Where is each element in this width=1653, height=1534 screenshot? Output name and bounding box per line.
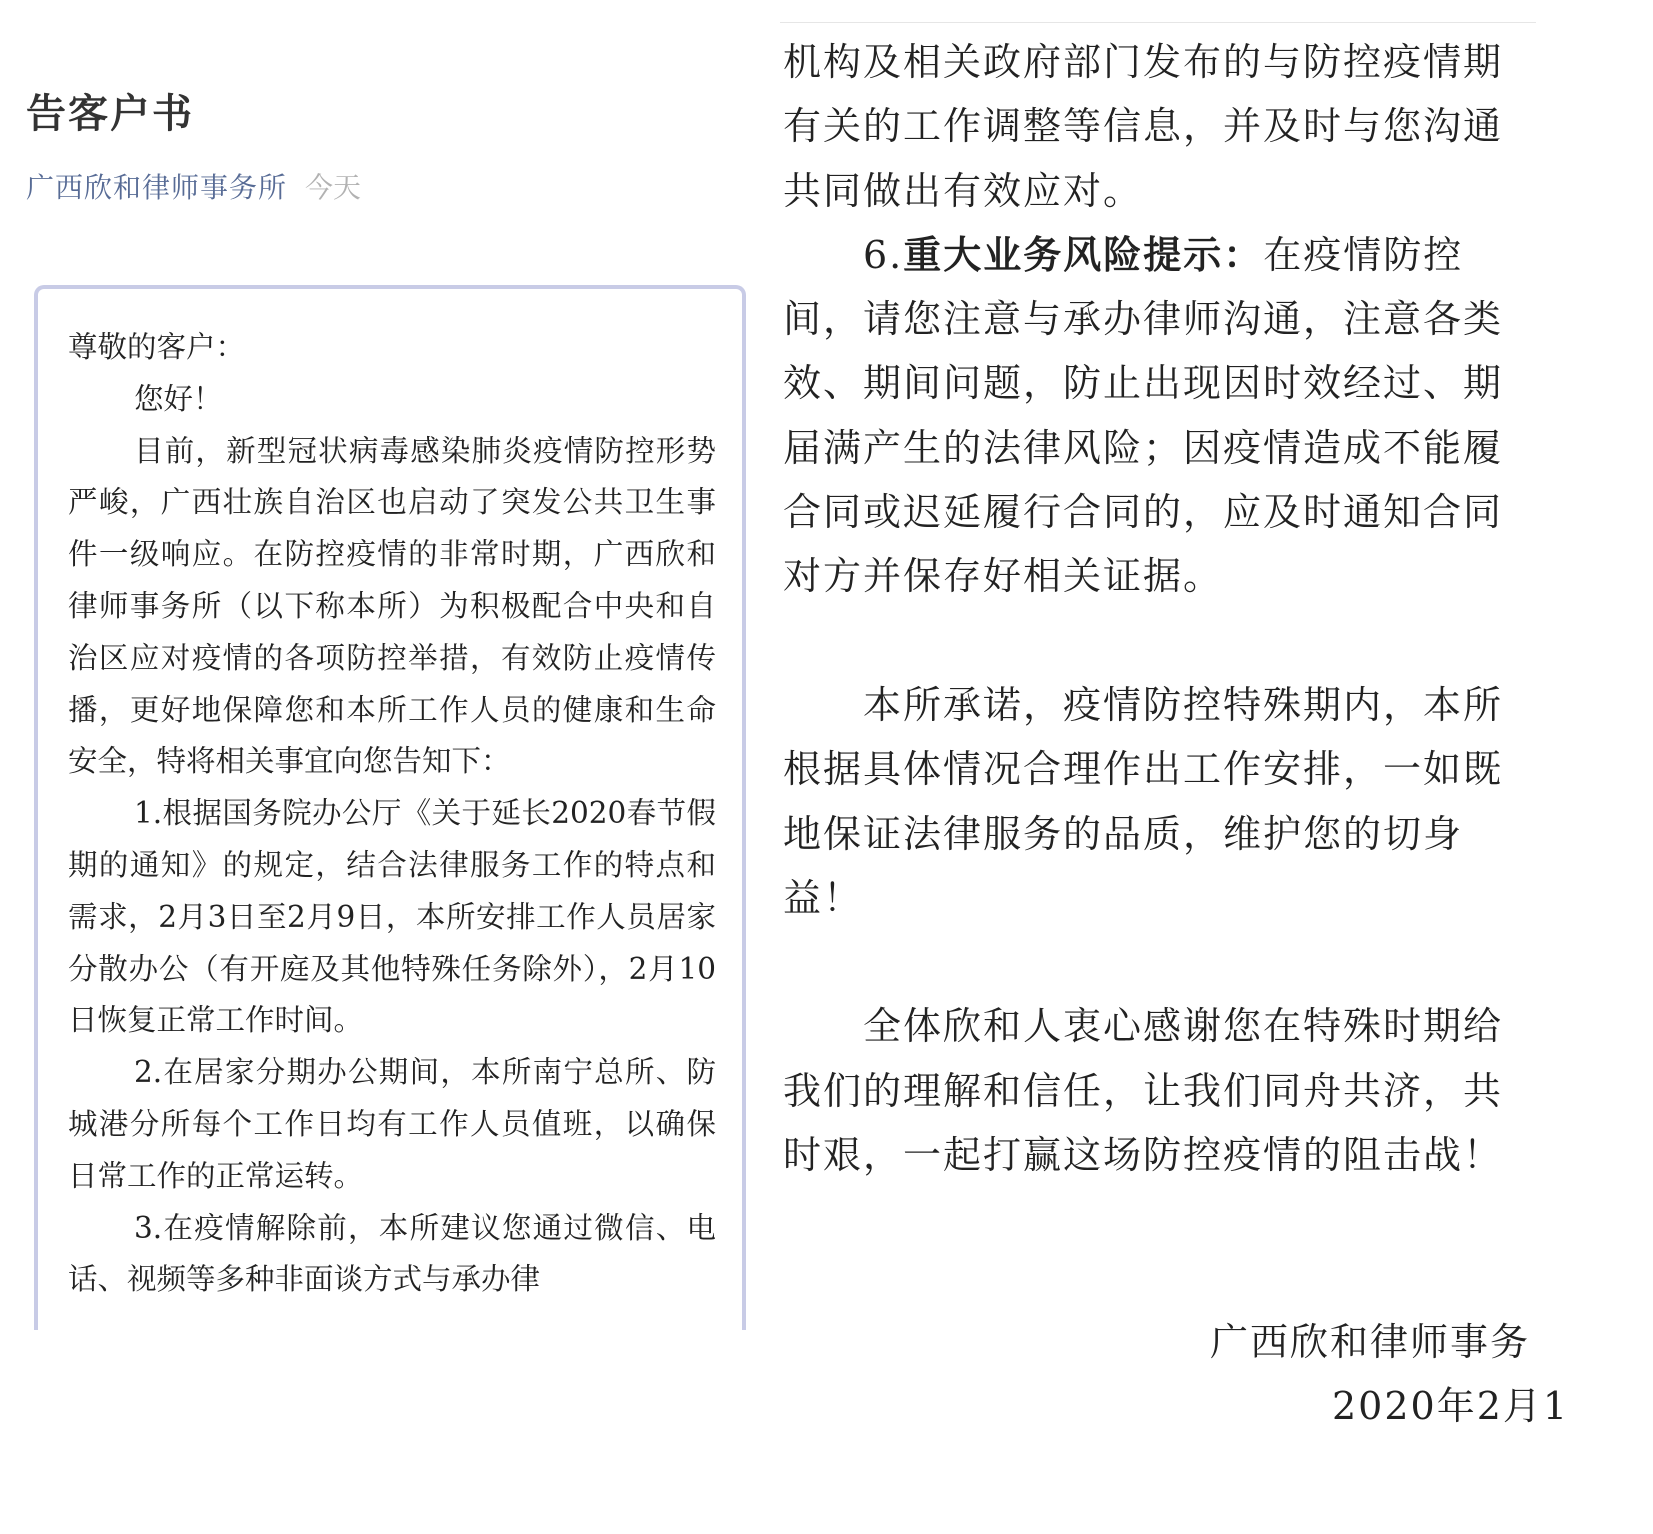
letter-item-3: 3.在疫情解除前，本所建议您通过微信、电话、视频等多种非面谈方式与承办律 — [68, 1210, 716, 1297]
letter-image-frame — [34, 285, 746, 1330]
text-line: 机构及相关政府部门发布的与防控疫情期 — [783, 40, 1504, 84]
text-line: 效、期间问题，防止出现因时效经过、期 — [783, 361, 1504, 406]
letter-body — [68, 322, 716, 1306]
paragraph-spacer — [783, 930, 1653, 994]
text-line: 对方并保存好相关证据。 — [783, 554, 1224, 599]
article-meta — [26, 166, 361, 206]
text-line: 共同做出有效应对。 — [783, 168, 1144, 213]
item-6-heading: 重大业务风险提示： — [903, 231, 1264, 277]
letter-intro: 目前，新型冠状病毒感染肺炎疫情防控形势严峻，广西壮族自治区也启动了突发公共卫生事件一级响应。在防控疫情的非常时期，广西欣和律师事务所（以下称本所）为积极配合中央和自治区应对疫情的各项防控举措，有效防止疫情传播，更好地保障您和本所工作人员的健康和生命安全，特将相关事宜向您告知下： — [68, 433, 716, 779]
right-screenshot-panel — [780, 0, 1570, 1534]
thanks-line: 时艰，一起打赢这场防控疫情的阻击战！ — [783, 1133, 1504, 1178]
post-date: 今天 — [305, 171, 362, 204]
thanks-line: 我们的理解和信任，让我们同舟共济，共 — [783, 1068, 1504, 1113]
item-6-heading-line — [783, 223, 1653, 287]
promise-line: 益！ — [783, 875, 864, 920]
paragraph-spacer — [783, 609, 1653, 673]
promise-line: 根据具体情况合理作出工作安排，一如既 — [783, 747, 1504, 792]
letter-item-2: 2.在居家分期办公期间，本所南宁总所、防城港分所每个工作日均有工作人员值班，以确保日常工作的正常运转。 — [68, 1055, 716, 1193]
text-line: 间，请您注意与承办律师沟通，注意各类 — [783, 297, 1504, 342]
signature-date: 2020年2月1 — [1332, 1384, 1570, 1428]
letter-continuation — [783, 30, 1653, 1187]
left-screenshot-panel — [0, 0, 770, 1534]
letter-item-1: 1.根据国务院办公厅《关于延长2020春节假期的通知》的规定，结合法律服务工作的特点和需求，2月3日至2月9日，本所安排工作人员居家分散办公（有开庭及其他特殊任务除外），2月10日恢复正常工作时间。 — [68, 796, 716, 1038]
article-title: 告客户书 — [26, 91, 194, 137]
item-6-number: 6. — [863, 232, 904, 277]
promise-line: 地保证法律服务的品质，维护您的切身 — [783, 811, 1464, 856]
text-line: 合同或迟延履行合同的，应及时通知合同 — [783, 490, 1504, 535]
text-line: 有关的工作调整等信息，并及时与您沟通 — [783, 104, 1504, 149]
promise-line: 本所承诺，疫情防控特殊期内，本所 — [863, 682, 1504, 727]
thanks-line: 全体欣和人衷心感谢您在特殊时期给 — [863, 1004, 1504, 1049]
letter-salutation: 尊敬的客户： — [68, 330, 246, 364]
signature-block — [1210, 1310, 1569, 1438]
text-line: 届满产生的法律风险；因疫情造成不能履 — [783, 425, 1504, 470]
letter-greeting: 您好！ — [134, 381, 223, 416]
divider — [780, 22, 1536, 23]
signature-firm: 广西欣和律师事务 — [1210, 1320, 1531, 1364]
author-link[interactable]: 广西欣和律师事务所 — [26, 171, 288, 204]
item-6-text: 在疫情防控 — [1263, 232, 1464, 277]
